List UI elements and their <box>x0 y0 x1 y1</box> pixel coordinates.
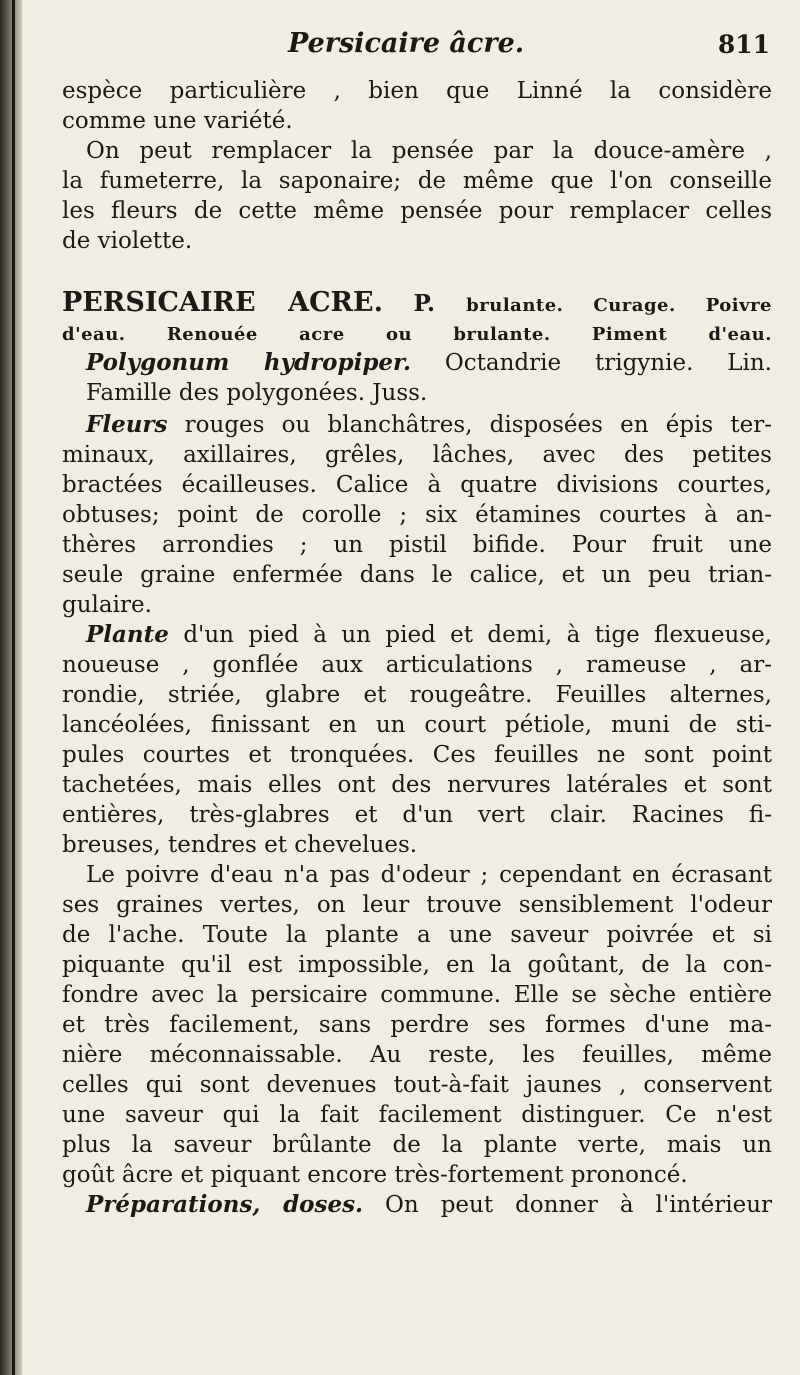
text-line: gulaire. <box>62 592 152 618</box>
text-line: comme une variété. <box>62 108 293 134</box>
running-title: Persicaire âcre. <box>288 28 525 59</box>
text-line: thères arrondies ; un pistil bifide. Pour fruit une <box>62 532 772 558</box>
paragraph-plante <box>62 620 772 860</box>
text-line: une saveur qui la fait facilement distinguer. Ce n'est <box>62 1102 772 1128</box>
text-line: obtuses; point de corolle ; six étamines courtes à an- <box>62 502 772 528</box>
section-label: Préparations, doses. <box>86 1191 364 1218</box>
entry-title-line <box>62 288 772 318</box>
latin-line <box>62 348 772 378</box>
text-line: et très facilement, sans perdre ses formes d'une ma- <box>62 1012 772 1038</box>
paragraph-preparations <box>62 1190 772 1220</box>
text-line: minaux, axillaires, grêles, lâches, avec des petites <box>62 442 772 468</box>
book-gutter-line <box>12 0 15 1375</box>
paragraph-2 <box>62 136 772 256</box>
text-line: ses graines vertes, on leur trouve sensiblement l'odeur <box>62 892 772 918</box>
synonyms: brulante. Curage. Poivre <box>466 295 772 316</box>
text-line: nière méconnaissable. Au reste, les feuilles, même <box>62 1042 772 1068</box>
text-line: On peut remplacer la pensée par la douce-amère , <box>86 138 772 164</box>
classification: Octandrie trigynie. Lin. <box>411 350 772 376</box>
synonyms: d'eau. Renouée acre ou brulante. Piment d'eau. <box>62 324 772 345</box>
text-line: bractées écailleuses. Calice à quatre divisions courtes, <box>62 472 772 498</box>
text-line: Plante d'un pied à un pied et demi, à tige flexueuse, <box>86 621 772 648</box>
family-line: Famille des polygonées. Juss. <box>86 380 428 406</box>
text-line: entières, très-glabres et d'un vert clair. Racines fi- <box>62 802 772 828</box>
page-number: 811 <box>717 30 770 59</box>
paragraph-fleurs <box>62 410 772 620</box>
text-line: de violette. <box>62 228 193 254</box>
text-line: goût âcre et piquant encore très-fortement prononcé. <box>62 1162 688 1188</box>
text-line: la fumeterre, la saponaire; de même que l'on conseille <box>62 168 772 194</box>
text-line: de l'ache. Toute la plante a une saveur poivrée et si <box>62 922 772 948</box>
text-line: pules courtes et tronquées. Ces feuilles ne sont point <box>62 742 772 768</box>
entry-title: PERSICAIRE ACRE. <box>62 288 383 318</box>
paragraph-poivre <box>62 860 772 1190</box>
text-line: seule graine enfermée dans le calice, et un peu trian- <box>62 562 772 588</box>
text-line: tachetées, mais elles ont des nervures latérales et sont <box>62 772 772 798</box>
text-line: espèce particulière , bien que Linné la considère <box>62 78 772 104</box>
entry-heading <box>62 288 772 408</box>
text-line: plus la saveur brûlante de la plante verte, mais un <box>62 1132 772 1158</box>
book-spine-shadow <box>0 0 22 1375</box>
section-label: Plante <box>86 621 169 648</box>
paragraph-1 <box>62 76 772 136</box>
text-line: Fleurs rouges ou blanchâtres, disposées en épis ter- <box>86 411 772 438</box>
synonyms-line <box>62 318 772 348</box>
page-header <box>62 28 772 76</box>
text-line: les fleurs de cette même pensée pour remplacer celles <box>62 198 772 224</box>
text-line: breuses, tendres et chevelues. <box>62 832 418 858</box>
synonym-abbrev: P. <box>413 290 467 317</box>
text-line: celles qui sont devenues tout-à-fait jaunes , conservent <box>62 1072 772 1098</box>
text-line: Le poivre d'eau n'a pas d'odeur ; cependant en écrasant <box>86 862 772 888</box>
section-label: Fleurs <box>86 411 168 438</box>
text-line: piquante qu'il est impossible, en la goûtant, de la con- <box>62 952 772 978</box>
book-page <box>62 28 772 1220</box>
text-line: Préparations, doses. On peut donner à l'intérieur <box>86 1191 772 1218</box>
text-line: lancéolées, finissant en un court pétiole, muni de sti- <box>62 712 772 738</box>
text-line: fondre avec la persicaire commune. Elle se sèche entière <box>62 982 772 1008</box>
text-line: noueuse , gonflée aux articulations , rameuse , ar- <box>62 652 772 678</box>
latin-name: Polygonum hydropiper. <box>86 349 412 376</box>
text-line: rondie, striée, glabre et rougeâtre. Feuilles alternes, <box>62 682 772 708</box>
